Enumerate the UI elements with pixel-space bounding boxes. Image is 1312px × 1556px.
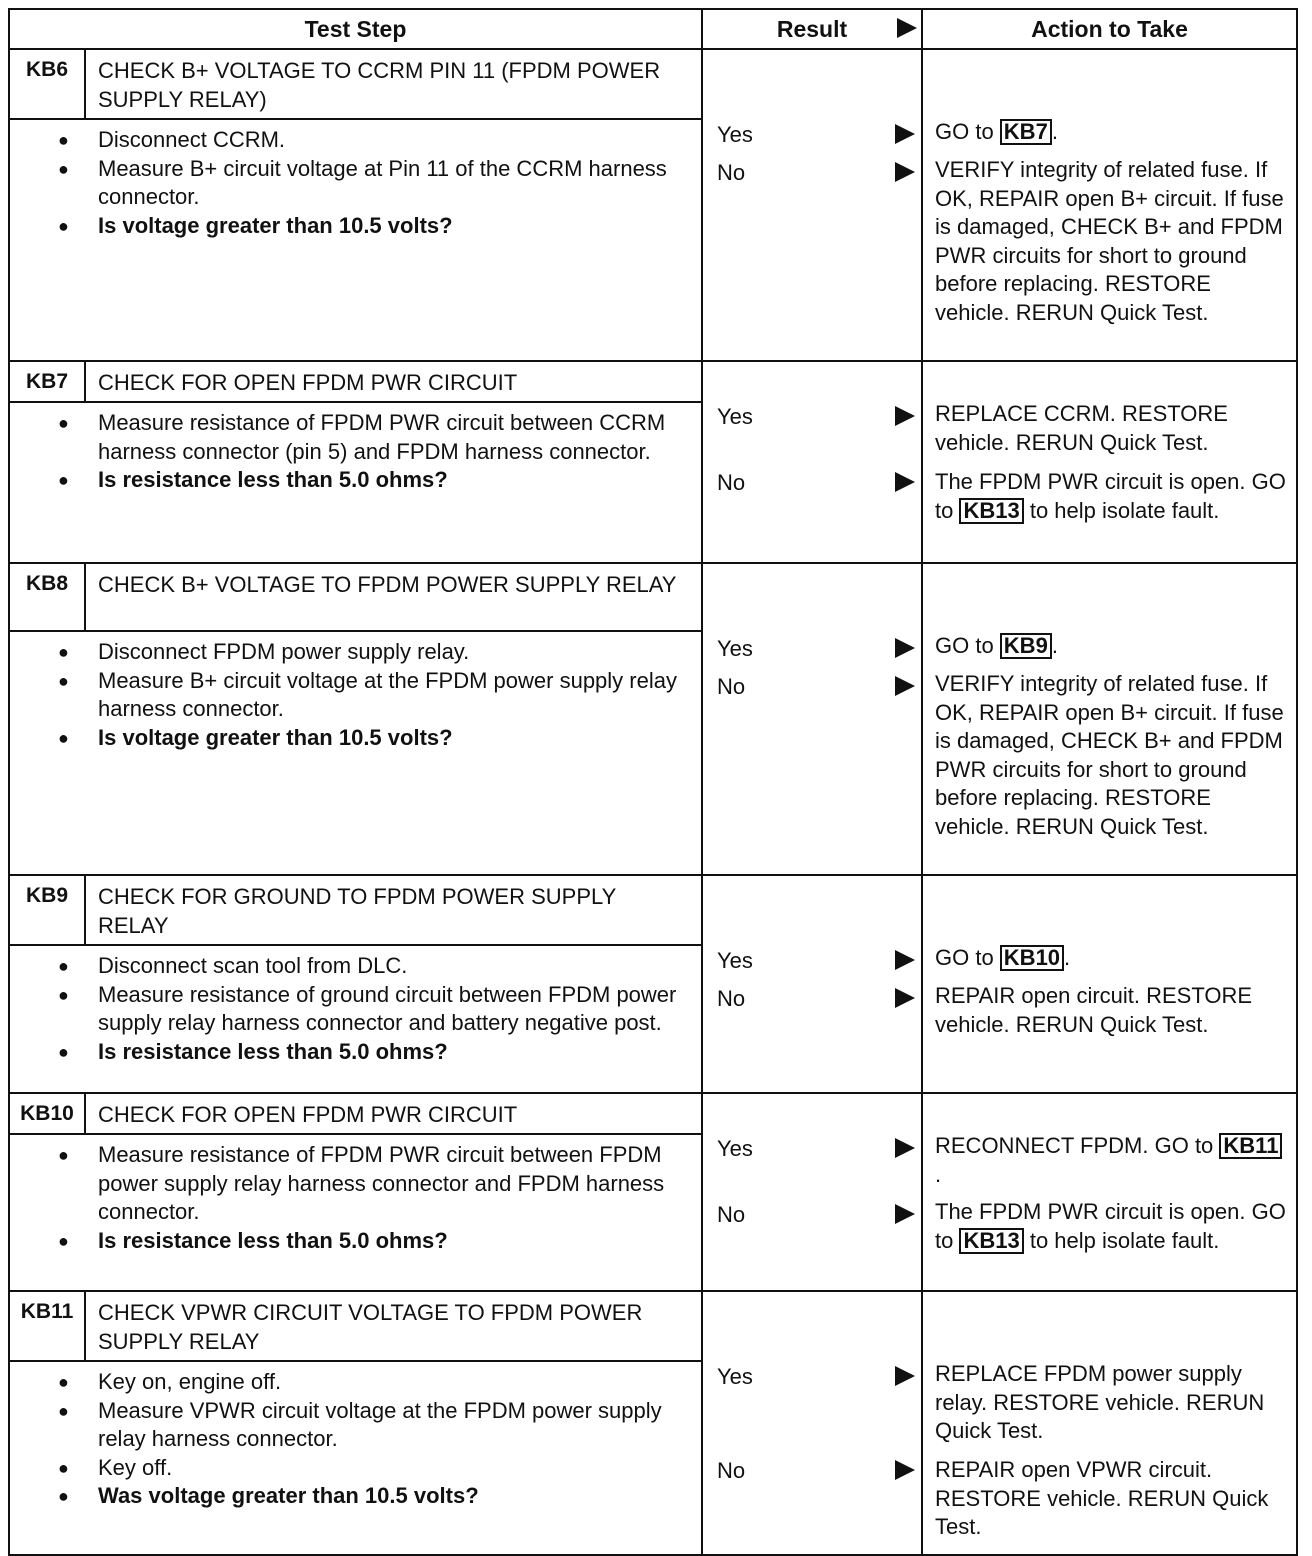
test-section: [10, 50, 1296, 362]
step-title-row: [10, 1094, 701, 1135]
instruction-item: ● Disconnect FPDM power supply relay.: [98, 638, 681, 667]
arrow-right-icon: [895, 1460, 915, 1480]
result-cell: [703, 50, 923, 360]
result-yes-label: Yes: [717, 1364, 753, 1389]
step-title-row: [10, 1292, 701, 1362]
no-action: [935, 670, 1288, 841]
instruction-item: ● Key off.: [98, 1454, 681, 1483]
yes-action: [935, 632, 1288, 661]
test-step-header: Test Step: [10, 10, 703, 48]
step-title: CHECK FOR GROUND TO FPDM POWER SUPPLY RELAY: [98, 884, 616, 938]
test-step-cell: [10, 362, 703, 562]
test-step-cell: [10, 876, 703, 1092]
step-code: KB11: [10, 1292, 86, 1360]
action-cell: [923, 50, 1296, 360]
result-yes-label: Yes: [717, 948, 753, 973]
step-title: CHECK FOR OPEN FPDM PWR CIRCUIT: [98, 1102, 518, 1127]
test-section: [10, 876, 1296, 1094]
yes-action: [935, 118, 1288, 147]
instruction-item: ● Is resistance less than 5.0 ohms?: [98, 1038, 681, 1067]
instruction-item: ● Measure B+ circuit voltage at the FPDM power supply relay harness connector.: [98, 667, 681, 724]
instruction-item: ● Measure VPWR circuit voltage at the FPDM power supply relay harness connector.: [98, 1397, 681, 1454]
action-text: RECONNECT FPDM. GO to: [935, 1133, 1220, 1158]
result-no: [717, 160, 917, 188]
action-text-tail: .: [1051, 119, 1058, 144]
action-cell: [923, 564, 1296, 874]
result-no: [717, 986, 917, 1014]
instruction-item: ● Was voltage greater than 10.5 volts?: [98, 1482, 681, 1511]
arrow-right-icon: [895, 676, 915, 696]
result-yes: [717, 948, 917, 976]
test-section: [10, 362, 1296, 564]
arrow-right-icon: [895, 472, 915, 492]
step-reference-link[interactable]: KB11: [1219, 1133, 1282, 1159]
arrow-right-icon: [895, 950, 915, 970]
result-yes: [717, 404, 917, 432]
step-reference-link[interactable]: KB13: [959, 1228, 1023, 1254]
step-code: KB6: [10, 50, 86, 118]
result-cell: [703, 876, 923, 1092]
step-title-row: [10, 564, 701, 632]
arrow-right-icon: [895, 638, 915, 658]
arrow-right-icon: [895, 406, 915, 426]
result-cell: [703, 362, 923, 562]
result-yes-label: Yes: [717, 404, 753, 429]
step-title-row: [10, 362, 701, 403]
test-section: [10, 1094, 1296, 1292]
no-action: [935, 1456, 1288, 1542]
arrow-right-icon: [895, 162, 915, 182]
step-code: KB9: [10, 876, 86, 944]
instruction-item: ● Is voltage greater than 10.5 volts?: [98, 724, 681, 753]
instruction-item: ● Is voltage greater than 10.5 volts?: [98, 212, 681, 241]
instruction-item: ● Measure resistance of FPDM PWR circuit between FPDM power supply relay harness connector and FPDM harness connector.: [98, 1141, 681, 1227]
result-yes: [717, 636, 917, 664]
action-text: REPLACE CCRM. RESTORE vehicle. RERUN Quick Test.: [935, 401, 1228, 455]
action-text-tail: to help isolate fault.: [1023, 497, 1220, 523]
action-text: GO to: [935, 945, 1000, 970]
result-yes-label: Yes: [717, 636, 753, 661]
instruction-item: ● Measure B+ circuit voltage at Pin 11 of the CCRM harness connector.: [98, 155, 681, 212]
step-instructions: [10, 632, 701, 752]
result-yes-label: Yes: [717, 1136, 753, 1161]
action-cell: [923, 876, 1296, 1092]
yes-action: [935, 400, 1288, 457]
instruction-item: ● Disconnect CCRM.: [98, 126, 681, 155]
arrow-right-icon: [895, 1204, 915, 1224]
action-cell: [923, 1292, 1296, 1554]
result-no: [717, 470, 917, 498]
arrow-right-icon: [895, 124, 915, 144]
action-text: REPAIR open circuit. RESTORE vehicle. RERUN Quick Test.: [935, 983, 1253, 1037]
step-code: KB8: [10, 564, 86, 630]
action-text: The FPDM PWR circuit is open. GO to: [935, 469, 1286, 523]
step-instructions: [10, 120, 701, 240]
test-table: [8, 8, 1298, 1556]
action-text: VERIFY integrity of related fuse. If OK, REPAIR open B+ circuit. If fuse is damaged, CHECK B+ and FPDM PWR circuits for short to ground before replacing. RESTORE vehicle. RERUN Quick Test.: [935, 671, 1284, 839]
step-title: CHECK B+ VOLTAGE TO CCRM PIN 11 (FPDM POWER SUPPLY RELAY): [98, 58, 661, 112]
step-title: CHECK VPWR CIRCUIT VOLTAGE TO FPDM POWER SUPPLY RELAY: [98, 1300, 643, 1354]
step-instructions: [10, 1135, 701, 1255]
action-cell: [923, 362, 1296, 562]
result-yes: [717, 1364, 917, 1392]
arrow-right-icon: [897, 18, 917, 38]
step-reference-link[interactable]: KB13: [959, 498, 1023, 524]
test-section: [10, 1292, 1296, 1554]
result-no-label: No: [717, 160, 746, 185]
step-title: CHECK FOR OPEN FPDM PWR CIRCUIT: [98, 370, 518, 395]
step-title: CHECK B+ VOLTAGE TO FPDM POWER SUPPLY RELAY: [98, 572, 677, 597]
result-yes: [717, 122, 917, 150]
yes-action: [935, 1360, 1288, 1446]
action-text-tail: .: [1051, 633, 1058, 658]
result-no-label: No: [717, 674, 746, 699]
result-no: [717, 1202, 917, 1230]
yes-action: [935, 1132, 1288, 1189]
result-no-label: No: [717, 1458, 746, 1483]
action-cell: [923, 1094, 1296, 1290]
instruction-item: ● Is resistance less than 5.0 ohms?: [98, 466, 681, 495]
action-text: The FPDM PWR circuit is open. GO to: [935, 1199, 1286, 1253]
table-header: [10, 10, 1296, 50]
step-reference-link[interactable]: KB10: [1000, 945, 1064, 971]
step-title-row: [10, 876, 701, 946]
step-instructions: [10, 946, 701, 1066]
step-reference-link[interactable]: KB7: [1000, 119, 1052, 145]
instruction-item: ● Measure resistance of FPDM PWR circuit between CCRM harness connector (pin 5) and FPDM harness connector.: [98, 409, 681, 466]
no-action: [935, 156, 1288, 327]
action-header: Action to Take: [1031, 15, 1188, 42]
test-section: [10, 564, 1296, 876]
action-text: VERIFY integrity of related fuse. If OK, REPAIR open B+ circuit. If fuse is damaged, CHECK B+ and FPDM PWR circuits for short to ground before replacing. RESTORE vehicle. RERUN Quick Test.: [935, 157, 1284, 325]
arrow-right-icon: [895, 1366, 915, 1386]
instruction-item: ● Measure resistance of ground circuit between FPDM power supply relay harness connector and battery negative post.: [98, 981, 681, 1038]
step-reference-link[interactable]: KB9: [1000, 633, 1052, 659]
instruction-item: ● Key on, engine off.: [98, 1368, 681, 1397]
action-text: GO to: [935, 119, 1000, 144]
action-text: REPAIR open VPWR circuit. RESTORE vehicle. RERUN Quick Test.: [935, 1457, 1269, 1539]
instruction-item: ● Is resistance less than 5.0 ohms?: [98, 1227, 681, 1256]
no-action: [935, 468, 1288, 525]
result-header: [703, 10, 923, 48]
arrow-right-icon: [895, 1138, 915, 1158]
result-no-label: No: [717, 986, 746, 1011]
sections-container: [10, 50, 1296, 1554]
result-cell: [703, 1094, 923, 1290]
test-step-cell: [10, 1292, 703, 1554]
action-text-tail: .: [935, 1161, 942, 1187]
result-no-label: No: [717, 1202, 746, 1227]
step-instructions: [10, 403, 701, 495]
step-code: KB7: [10, 362, 86, 401]
result-no: [717, 674, 917, 702]
instruction-item: ● Disconnect scan tool from DLC.: [98, 952, 681, 981]
step-instructions: [10, 1362, 701, 1511]
result-yes-label: Yes: [717, 122, 753, 147]
no-action: [935, 982, 1288, 1039]
result-no-label: No: [717, 470, 746, 495]
step-title-row: [10, 50, 701, 120]
no-action: [935, 1198, 1288, 1255]
action-text-tail: .: [1064, 945, 1071, 970]
result-no: [717, 1458, 917, 1486]
action-text: REPLACE FPDM power supply relay. RESTORE vehicle. RERUN Quick Test.: [935, 1361, 1265, 1443]
result-yes: [717, 1136, 917, 1164]
result-cell: [703, 1292, 923, 1554]
result-cell: [703, 564, 923, 874]
action-text: GO to: [935, 633, 1000, 658]
result-header-label: Result: [776, 15, 848, 42]
test-step-cell: [10, 50, 703, 360]
action-text-tail: to help isolate fault.: [1023, 1227, 1220, 1253]
arrow-right-icon: [895, 988, 915, 1008]
test-step-cell: [10, 564, 703, 874]
yes-action: [935, 944, 1288, 973]
step-code: KB10: [10, 1094, 86, 1133]
test-step-cell: [10, 1094, 703, 1290]
